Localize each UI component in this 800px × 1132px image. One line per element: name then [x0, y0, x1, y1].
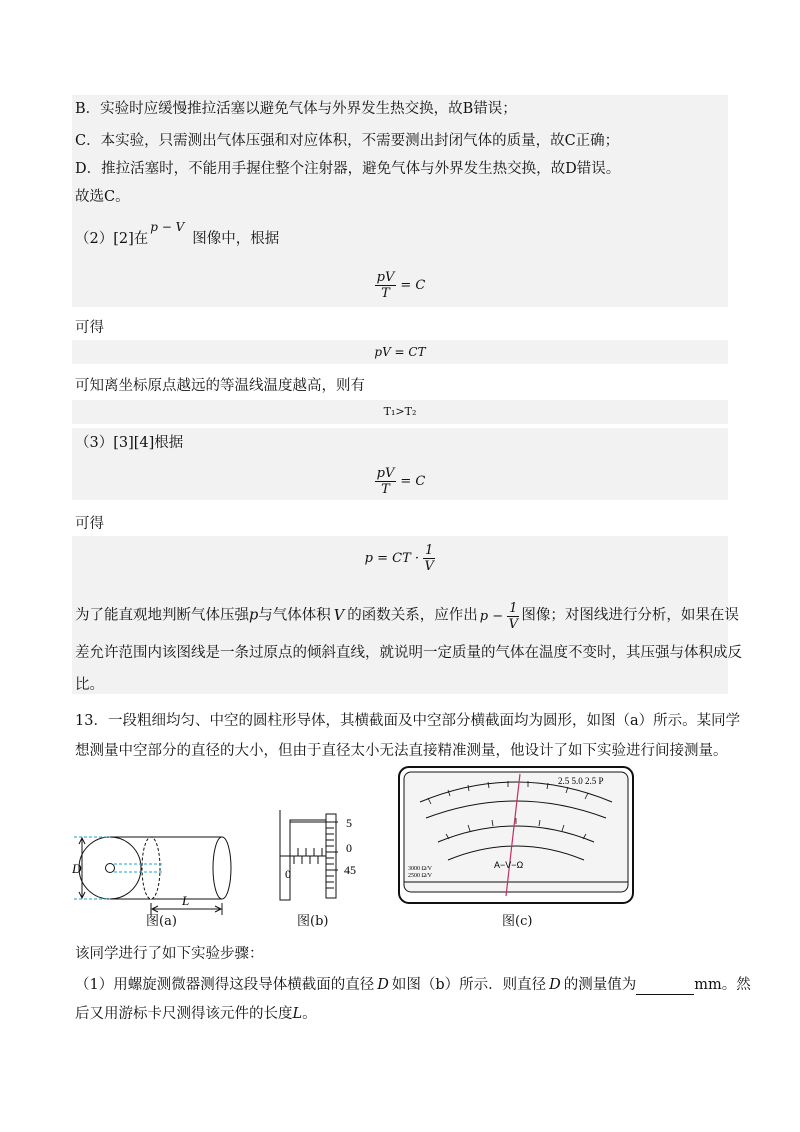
sensitivity-label-1: 3000 Ω/V [408, 866, 432, 872]
var-d-2: D [549, 977, 561, 993]
analysis-line-3: 比。 [75, 677, 104, 693]
step1-text-a: （1）用螺旋测微器测得这段导体横截面的直径 [75, 977, 375, 993]
figure-b-caption: 图(b) [297, 914, 329, 929]
graph-num: 1 [509, 601, 518, 616]
meter-center-label: A−V−Ω [494, 860, 524, 870]
label-d: D [72, 861, 82, 876]
var-p: p [249, 607, 259, 624]
analysis-text-d: 图像；对图线进行分析，如果在误 [521, 607, 739, 624]
analysis-text-c: 的函数关系，应作出 [347, 607, 478, 624]
step1-line-2 [75, 1004, 317, 1024]
tick-45: 45 [344, 863, 356, 877]
q13-line-1: 13．一段粗细均匀、中空的圆柱形导体，其横截面及中空部分横截面均为圆形，如图（a）所示。某同学 [75, 713, 741, 729]
pv-label: p − V [150, 220, 185, 234]
analysis-text-b: 与气体体积 [258, 607, 331, 624]
eq4-denominator: T [381, 482, 390, 497]
var-v: V [333, 607, 345, 624]
analysis-line-2: 差允许范围内该图线是一条过原点的倾斜直线，就说明一定质量的气体在温度不变时，其压强与体积成反 [75, 645, 742, 661]
eq5-lhs: p = CT · [364, 551, 420, 566]
option-d-text: D．推拉活塞时，不能用手握住整个注射器，避免气体与外界发生热交换，故D错误。 [75, 161, 621, 177]
sensitivity-label-2: 2500 Ω/V [408, 873, 432, 879]
step1-line-1 [75, 975, 751, 995]
step1-unit: mm。然 [694, 977, 751, 993]
step1-line2-end: 。 [302, 1006, 317, 1022]
equation-t1-t2: T₁>T₂ [383, 405, 417, 418]
figure-b-micrometer [268, 808, 378, 910]
option-c-text: C．本实验，只需测出气体压强和对应体积，不需要测出封闭气体的质量，故C正确； [75, 133, 620, 149]
kede-2: 可得 [75, 516, 104, 532]
equation-pv-t-1 [72, 266, 728, 301]
eq1-denominator: T [381, 286, 390, 301]
tick-0: 0 [346, 841, 352, 855]
step1-text-b: 如图（b）所示．则直径 [391, 977, 547, 993]
equation-pv-ct: pV = CT [374, 345, 426, 359]
q13-line-2: 想测量中空部分的直径的大小，但由于直径太小无法直接精准测量，他设计了如下实验进行间接测量。 [75, 743, 728, 759]
figure-a-caption: 图(a) [146, 914, 177, 929]
equation-pv-t-2 [72, 462, 728, 497]
equation-p-ct-1-over-v [72, 543, 728, 574]
answer-blank[interactable] [636, 980, 694, 995]
option-b-text: B．实验时应缓慢推拉活塞以避免气体与外界发生热交换，故B错误； [75, 101, 517, 117]
eq4-numerator: pV [376, 466, 395, 481]
tick-5: 5 [346, 816, 352, 830]
var-l: L [292, 1006, 303, 1022]
part3-intro: （3）[3][4]根据 [75, 435, 184, 451]
eq1-numerator: pV [376, 270, 395, 285]
step1-line2-text: 后又用游标卡尺测得该元件的长度 [75, 1006, 293, 1022]
analysis-line-1 [75, 601, 739, 632]
part2-suffix: 图像中，根据 [192, 231, 280, 247]
eq1-rhs: = C [400, 278, 426, 293]
range-labels: 2.5 5.0 2.5 P [558, 776, 604, 786]
graph-p: p − [479, 608, 504, 624]
isotherm-statement: 可知离坐标原点越远的等温线温度越高，则有 [75, 378, 365, 394]
part2-intro [75, 220, 280, 249]
eq4-rhs: = C [400, 474, 426, 489]
var-d: D [377, 977, 389, 993]
graph-den: V [508, 617, 518, 632]
label-l: L [182, 893, 190, 908]
analysis-text-a: 为了能直观地判断气体压强 [75, 607, 249, 624]
figure-c-caption: 图(c) [502, 914, 533, 929]
eq5-numerator: 1 [425, 543, 434, 558]
main-scale-zero: 0 [285, 867, 291, 881]
graph-p-1-over-v [480, 601, 520, 632]
figure-a-hollow-cylinder [72, 825, 242, 920]
steps-intro: 该同学进行了如下实验步骤： [75, 946, 264, 962]
step1-text-c: 的测量值为 [563, 977, 637, 993]
answer-choice: 故选C。 [75, 189, 130, 205]
eq5-denominator: V [424, 559, 434, 574]
part2-prefix: （2）[2]在 [75, 231, 149, 247]
figure-c-multimeter [398, 766, 634, 906]
kede-1: 可得 [75, 320, 104, 336]
